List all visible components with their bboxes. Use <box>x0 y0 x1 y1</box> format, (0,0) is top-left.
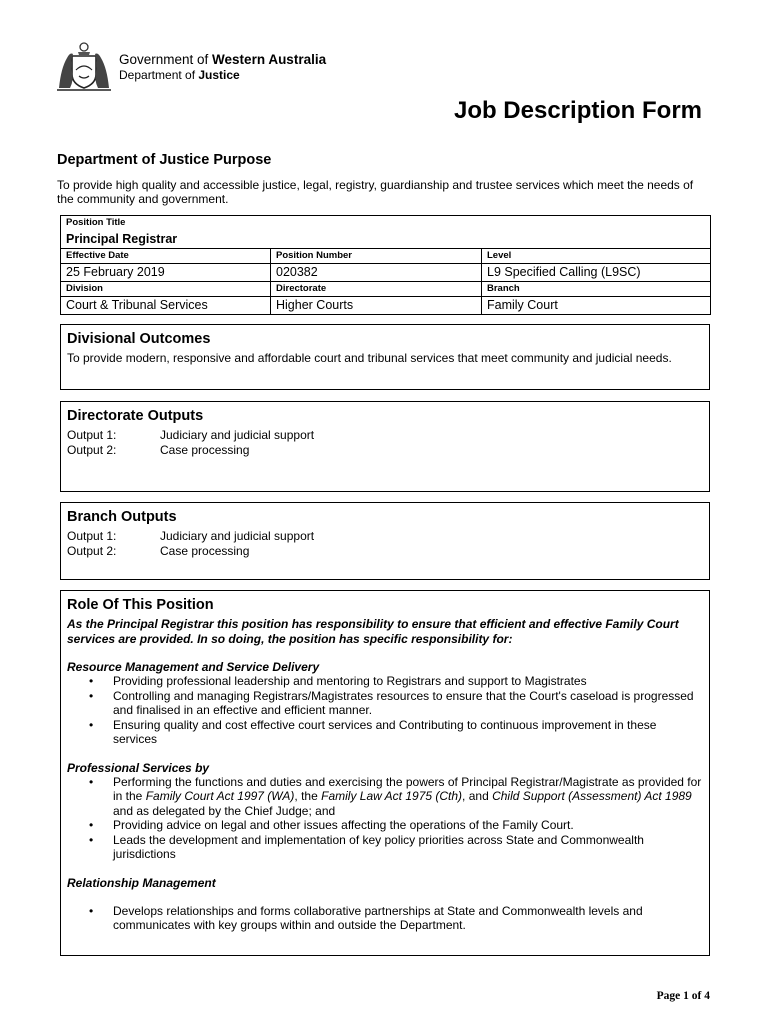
branch-outputs-heading: Branch Outputs <box>67 509 177 525</box>
coat-of-arms-icon <box>55 40 113 92</box>
output-value: Case processing <box>160 543 250 558</box>
role-of-position-box <box>60 590 710 956</box>
division-label: Division <box>61 282 271 297</box>
purpose-heading: Department of Justice Purpose <box>57 152 272 168</box>
output-label: Output 2: <box>67 442 117 457</box>
role-lead-text: As the Principal Registrar this position has responsibility to ensure that efficient and effective Family Court services are provided. In so doing, the position has specific responsibility for: <box>67 617 679 646</box>
divisional-outcomes-heading: Divisional Outcomes <box>67 331 211 347</box>
list-item: • Ensuring quality and cost effective court services and Contributing to continuous improvement in these services <box>89 717 657 746</box>
branch-outputs-box <box>60 502 710 580</box>
branch-output-row <box>67 544 703 559</box>
position-title-cell <box>61 216 711 249</box>
relationship-management-list <box>67 904 703 933</box>
output-value: Judiciary and judicial support <box>160 428 315 442</box>
list-item: • Leads the development and implementation of key policy priorities across State and Commonwealth jurisdictions <box>89 832 644 861</box>
level-label: Level <box>482 249 711 264</box>
directorate-label: Directorate <box>271 282 482 297</box>
output-label: Output 1: <box>67 428 117 442</box>
resource-management-list <box>67 674 703 747</box>
government-name: Government of Western Australia <box>119 52 327 67</box>
branch-label: Branch <box>482 282 711 297</box>
position-details-table <box>60 215 711 315</box>
department-name: Department of Justice <box>119 68 240 82</box>
position-title-label: Position Title <box>66 217 126 228</box>
government-header <box>55 40 355 92</box>
effective-date-label: Effective Date <box>61 249 271 264</box>
directorate-output-row <box>67 443 703 458</box>
branch-value: Family Court <box>482 297 711 315</box>
directorate-outputs-box <box>60 401 710 492</box>
list-item: • Controlling and managing Registrars/Magistrates resources to ensure that the Court's caseload is progressed and finalised in an effective and efficient manner. <box>89 688 694 717</box>
output-value: Case processing <box>160 442 250 457</box>
professional-services-list <box>67 775 703 862</box>
list-item: • Providing professional leadership and mentoring to Registrars and support to Magistrates <box>89 674 587 688</box>
document-title: Job Description Form <box>453 97 702 124</box>
divisional-outcomes-box <box>60 324 710 390</box>
output-value: Judiciary and judicial support <box>160 529 315 543</box>
division-value: Court & Tribunal Services <box>61 297 271 315</box>
output-label: Output 1: <box>67 529 117 543</box>
bullet-icon: • <box>89 774 94 789</box>
directorate-output-row <box>67 428 703 443</box>
bullet-icon: • <box>89 674 94 688</box>
output-label: Output 2: <box>67 543 117 558</box>
bullet-icon: • <box>89 688 94 703</box>
relationship-management-heading: Relationship Management <box>67 875 216 890</box>
position-title-value: Principal Registrar <box>66 232 178 246</box>
list-item: • Providing advice on legal and other issues affecting the operations of the Family Court. <box>89 818 574 832</box>
position-number-value: 020382 <box>271 264 482 282</box>
directorate-outputs-heading: Directorate Outputs <box>67 408 204 424</box>
resource-management-heading: Resource Management and Service Delivery <box>67 660 320 674</box>
position-number-label: Position Number <box>271 249 482 264</box>
directorate-value: Higher Courts <box>271 297 482 315</box>
role-heading: Role Of This Position <box>67 597 214 613</box>
list-item: • Develops relationships and forms collaborative partnerships at State and Commonwealth levels and communicates with key groups within and outside the Department. <box>89 903 643 932</box>
professional-services-heading: Professional Services by <box>67 760 210 775</box>
list-item: • Performing the functions and duties and exercising the powers of Principal Registrar/Magistrate as provided for in the Family Court Act 1997 (WA), the Family Law Act 1975 (Cth), and Child Support (Assessment) Act 1989 and as delegated by the Chief Judge; and <box>89 774 702 818</box>
page-number: Page 1 of 4 <box>656 990 710 1002</box>
bullet-icon: • <box>89 832 94 847</box>
divisional-outcomes-text: To provide modern, responsive and affordable court and tribunal services that meet community and judicial needs. <box>67 351 672 365</box>
level-value: L9 Specified Calling (L9SC) <box>482 264 711 282</box>
bullet-icon: • <box>89 818 94 832</box>
branch-output-row <box>67 529 703 544</box>
purpose-text: To provide high quality and accessible justice, legal, registry, guardianship and trustee services which meet the needs of the community and government. <box>57 178 694 206</box>
bullet-icon: • <box>89 903 94 918</box>
effective-date-value: 25 February 2019 <box>61 264 271 282</box>
bullet-icon: • <box>89 717 94 732</box>
